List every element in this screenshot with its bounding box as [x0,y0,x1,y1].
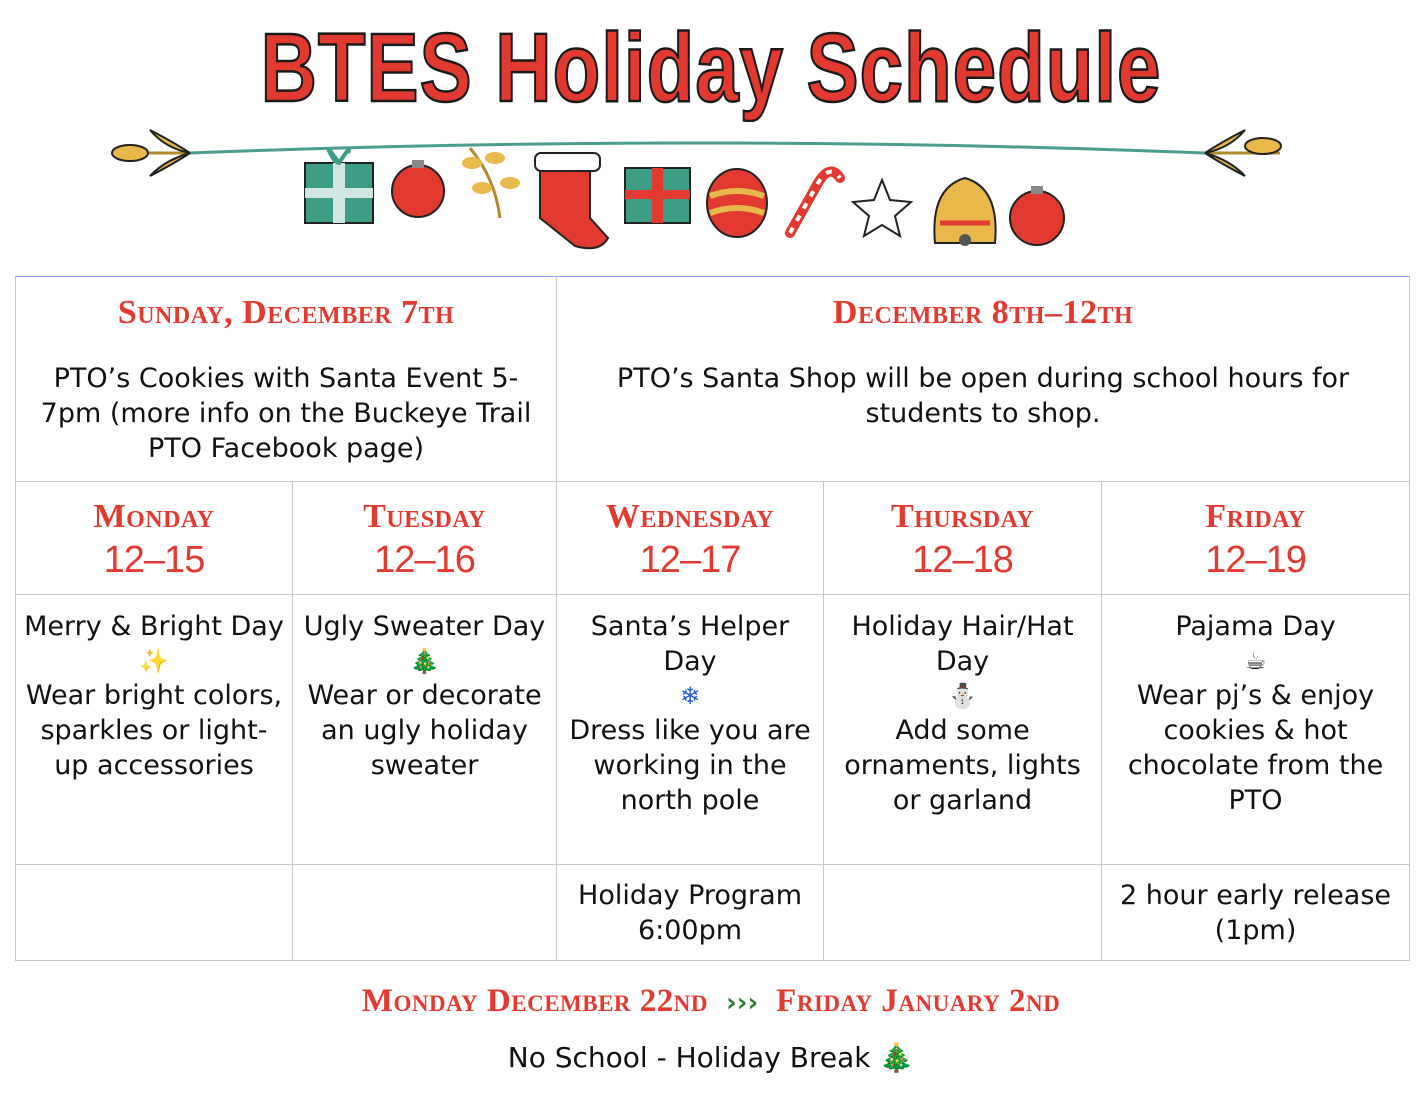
event-cell-santa-shop [557,277,1410,482]
day-header-tuesday [293,482,557,595]
day-date: 12–15 [103,539,205,581]
day-name: Tuesday [363,498,486,535]
note-cell-friday [1102,865,1410,961]
break-start-date: Monday December 22nd [361,983,709,1019]
theme-cell-thursday [824,595,1102,865]
theme-description: Wear pj’s & enjoy cookies & hot chocolate from the PTO [1127,680,1384,816]
gift-box-icon [625,168,690,223]
day-header-monday [16,482,293,595]
theme-description: Add some ornaments, lights or garland [844,715,1081,816]
day-date: 12–19 [1205,539,1306,581]
theme-name: Santa’s Helper Day [590,611,790,677]
day-date: 12–16 [374,539,475,581]
red-ornament-icon [392,160,444,217]
theme-description: Dress like you are working in the north pole [569,715,811,816]
leaf-branch-right-icon [1205,130,1281,176]
day-name: Friday [1205,498,1306,535]
leaf-branch-left-icon [112,130,190,176]
day-header-wednesday [557,482,824,595]
candy-cane-icon [790,172,840,233]
day-date: 12–17 [639,539,741,581]
striped-ornament-icon [707,169,767,237]
note-cell-tuesday [293,865,557,961]
theme-description: Wear bright colors, sparkles or light-up accessories [25,680,283,781]
day-name: Monday [93,498,215,535]
day-name: Thursday [890,498,1035,535]
note-cell-monday [16,865,293,961]
day-date: 12–18 [912,539,1013,581]
bell-icon [934,178,995,246]
leaf-sprig-icon [462,148,520,218]
page-title: BTES Holiday Schedule [260,12,1162,122]
event-date-header: December 8th–12th [832,294,1134,331]
theme-name: Pajama Day [1175,611,1336,642]
event-description: PTO’s Santa Shop will be open during school hours for students to shop. [616,363,1350,429]
holiday-garland-decoration [0,118,1422,263]
theme-cell-tuesday [293,595,557,865]
star-icon [853,180,911,236]
stocking-icon [535,153,608,248]
triple-chevron-icon: ››› [726,988,759,1018]
break-end-date: Friday January 2nd [776,983,1061,1019]
day-header-thursday [824,482,1102,595]
hot-drink-icon: ☕ [1244,647,1267,675]
theme-name: Holiday Hair/Hat Day [851,611,1074,677]
event-description: PTO’s Cookies with Santa Event 5-7pm (more info on the Buckeye Trail PTO Facebook page) [40,363,532,464]
holiday-break-dates [0,978,1422,1029]
gift-box-icon [305,150,373,223]
theme-name: Merry & Bright Day [24,611,284,642]
holiday-break-text: No School - Holiday Break [507,1041,871,1074]
note-cell-wednesday [557,865,824,961]
sparkles-icon: ✨ [139,647,169,675]
holiday-break-note [0,1036,1422,1080]
day-header-friday [1102,482,1410,595]
snowflake-icon: ❄ [679,682,701,710]
red-ornament-icon [1010,186,1064,245]
snowman-icon: ⛄ [947,682,978,710]
theme-cell-friday [1102,595,1410,865]
event-cell-cookies-with-santa [16,277,557,482]
theme-description: Wear or decorate an ugly holiday sweater [307,680,542,781]
note-cell-thursday [824,865,1102,961]
theme-cell-monday [16,595,293,865]
day-note: 2 hour early release (1pm) [1120,879,1391,946]
holiday-schedule-table [15,276,1410,961]
christmas-tree-icon: 🎄 [879,1041,915,1074]
event-date-header: Sunday, December 7th [117,294,455,331]
christmas-tree-icon: 🎄 [409,647,440,675]
theme-name: Ugly Sweater Day [303,611,546,642]
theme-cell-wednesday [557,595,824,865]
day-note: Holiday Program 6:00pm [578,879,803,946]
day-name: Wednesday [605,498,775,535]
